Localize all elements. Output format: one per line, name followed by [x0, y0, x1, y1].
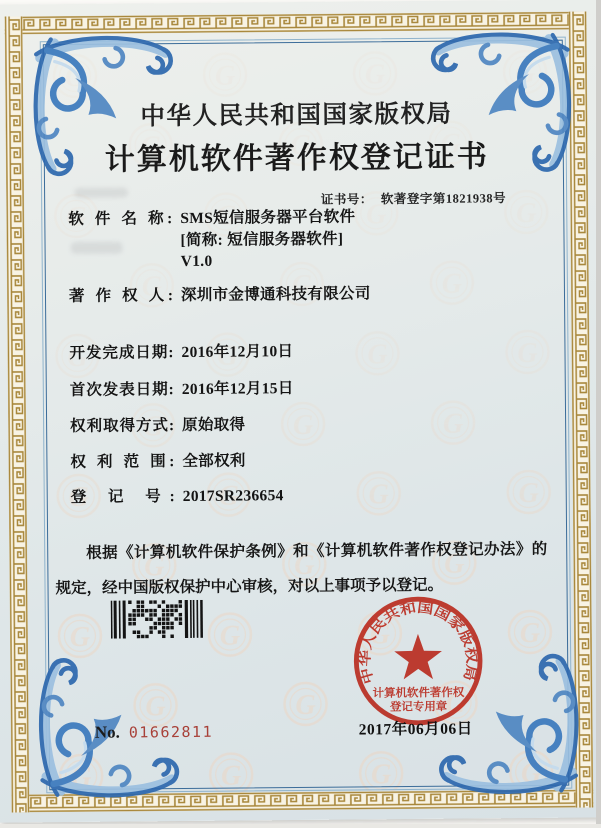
- seal-line2: 登记专用章: [389, 701, 448, 714]
- field-label: 著 作 权 人:: [68, 287, 174, 306]
- certificate-number-value: 软著登字第1821938号: [380, 191, 507, 207]
- field-value: 2016年12月10日: [181, 343, 294, 362]
- photo-edge: [0, 824, 601, 828]
- field-value: 全部权利: [182, 452, 246, 471]
- serial-prefix: No.: [94, 722, 120, 742]
- certificate-title: 计算机软件著作权登记证书: [104, 140, 489, 177]
- field-row-dev-complete-date: [69, 341, 293, 364]
- scan-smudge: [74, 187, 128, 197]
- software-short-name-line: [简称: 短信服务器软件]: [180, 230, 344, 249]
- seal-star-icon: [394, 634, 442, 680]
- barcode: [111, 600, 203, 639]
- seal-ring-text: 中华人民共和国国家版权局: [357, 599, 480, 686]
- field-row-software-name: [68, 207, 356, 274]
- field-value: 2016年12月15日: [181, 380, 294, 399]
- seal-line1: 计算机软件著作权: [372, 687, 465, 700]
- field-label: 登 记 号:: [70, 488, 175, 506]
- field-value: 深圳市金博通科技有限公司: [180, 285, 371, 305]
- field-row-registration-number: [71, 485, 284, 508]
- certificate-number-label: 证书号：: [320, 192, 373, 207]
- field-row-acquire-method: [70, 414, 245, 437]
- photo-edge: [596, 0, 601, 828]
- field-label: 权利取得方式:: [70, 417, 175, 435]
- software-version-line: V1.0: [180, 252, 213, 271]
- official-seal: [352, 594, 485, 727]
- seal-date: 2017年06月06日: [358, 720, 473, 739]
- serial-number: [95, 722, 213, 743]
- field-label: 软 件 名 称:: [68, 210, 173, 229]
- serial-digits: 01662811: [128, 722, 214, 742]
- field-value: 原始取得: [182, 416, 246, 435]
- authority-title: 中华人民共和国国家版权局: [140, 100, 453, 131]
- field-label: 权 利 范 围:: [70, 453, 175, 471]
- registration-statement: 根据《计算机软件保护条例》和《计算机软件著作权登记办法》的规定，经中国版权保护中心审核，对以上事项予以登记。: [55, 540, 548, 597]
- field-label: 开发完成日期:: [69, 344, 174, 363]
- field-row-first-publish-date: [70, 378, 294, 401]
- field-value: [180, 207, 356, 273]
- field-row-copyright-owner: [69, 283, 371, 307]
- field-row-rights-scope: [70, 450, 245, 473]
- software-name-line: SMS短信服务器平台软件: [180, 208, 356, 228]
- field-label: 首次发表日期:: [69, 381, 174, 399]
- field-value: 2017SR236654: [182, 487, 284, 506]
